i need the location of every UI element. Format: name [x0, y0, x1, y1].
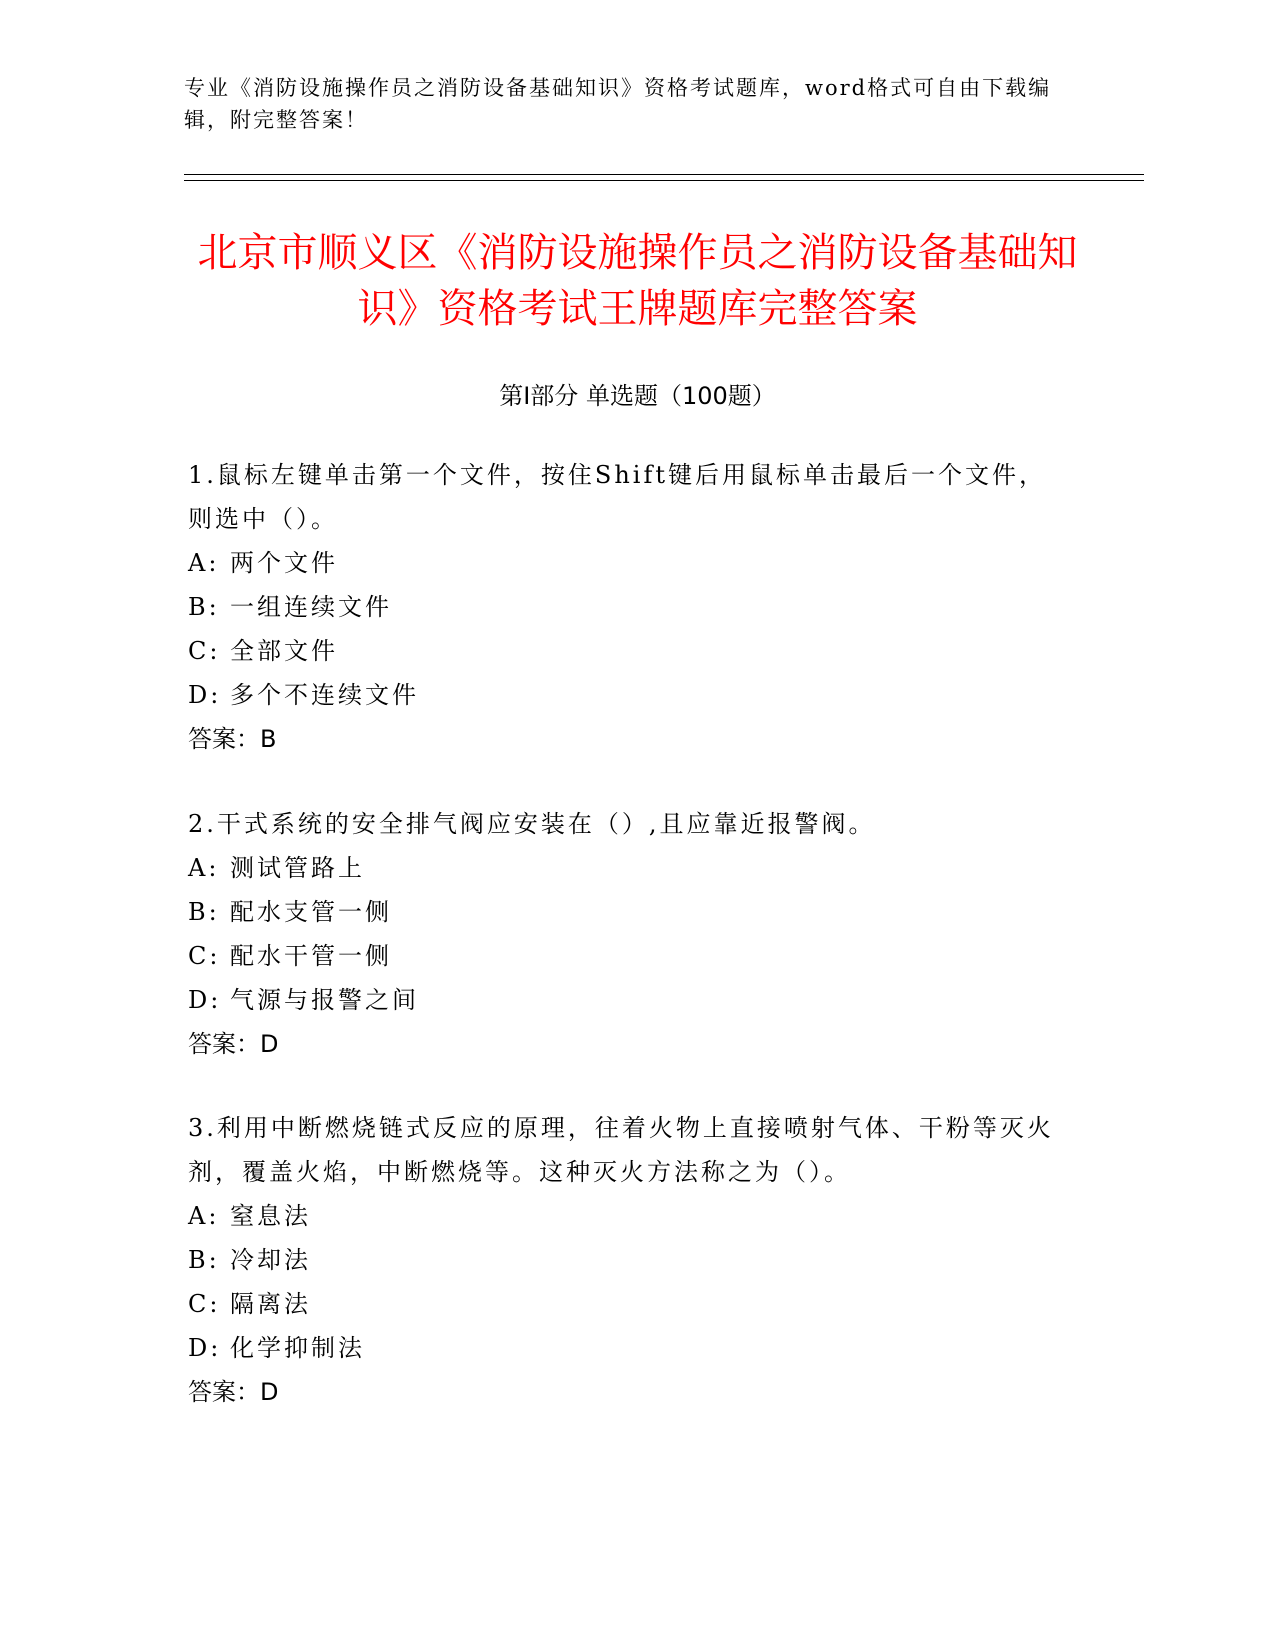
answer-label: 答案：: [188, 725, 260, 753]
answer-option: [188, 1194, 1068, 1238]
answer-option: [188, 1326, 1068, 1370]
option-letter: D:: [188, 681, 222, 709]
option-letter: B:: [188, 593, 220, 621]
question-stem: 2.干式系统的安全排气阀应安装在（）,且应靠近报警阀。: [188, 810, 876, 838]
answer-value: D: [260, 1378, 279, 1406]
option-text: 冷却法: [230, 1246, 311, 1274]
option-letter: A:: [188, 549, 220, 577]
option-letter: B:: [188, 1246, 220, 1274]
section-heading: 第Ⅰ部分 单选题（100题）: [499, 382, 776, 410]
option-letter: C:: [188, 1290, 221, 1318]
option-letter: B:: [188, 898, 220, 926]
answer-line: [188, 1022, 1068, 1066]
answer-option: [188, 585, 1068, 629]
answer-label: 答案：: [188, 1030, 260, 1058]
answer-option: [188, 629, 1068, 673]
header-divider-bottom: [184, 180, 1144, 181]
question-block: [188, 802, 1068, 1066]
question-block: [188, 453, 1068, 761]
question-block: [188, 1106, 1068, 1414]
option-letter: C:: [188, 942, 221, 970]
answer-line: [188, 717, 1068, 761]
option-letter: C:: [188, 637, 221, 665]
answer-option: [188, 541, 1068, 585]
answer-label: 答案：: [188, 1378, 260, 1406]
document-title: 北京市顺义区《消防设施操作员之消防设备基础知识》资格考试王牌题库完整答案: [197, 230, 1078, 332]
answer-option: [188, 978, 1068, 1022]
answer-line: [188, 1370, 1068, 1414]
answer-option: [188, 673, 1068, 717]
option-letter: D:: [188, 986, 222, 1014]
option-letter: A:: [188, 1202, 220, 1230]
answer-option: [188, 1282, 1068, 1326]
option-text: 窒息法: [230, 1202, 311, 1230]
option-letter: A:: [188, 854, 220, 882]
option-text: 化学抑制法: [230, 1334, 365, 1362]
option-text: 一组连续文件: [230, 593, 392, 621]
answer-option: [188, 934, 1068, 978]
option-text: 配水干管一侧: [230, 942, 392, 970]
option-text: 全部文件: [230, 637, 338, 665]
answer-value: B: [260, 725, 277, 753]
option-text: 多个不连续文件: [230, 681, 419, 709]
option-text: 两个文件: [230, 549, 338, 577]
answer-option: [188, 890, 1068, 934]
header-divider-top: [184, 174, 1144, 175]
option-text: 配水支管一侧: [230, 898, 392, 926]
answer-option: [188, 1238, 1068, 1282]
option-text: 隔离法: [230, 1290, 311, 1318]
question-stem: 1.鼠标左键单击第一个文件，按住Shift键后用鼠标单击最后一个文件，则选中（）。: [188, 461, 1046, 533]
option-text: 测试管路上: [230, 854, 365, 882]
header-note: 专业《消防设施操作员之消防设备基础知识》资格考试题库，word格式可自由下载编辑，附完整答案！: [184, 76, 1052, 132]
answer-value: D: [260, 1030, 279, 1058]
option-text: 气源与报警之间: [230, 986, 419, 1014]
answer-option: [188, 846, 1068, 890]
option-letter: D:: [188, 1334, 222, 1362]
question-stem: 3.利用中断燃烧链式反应的原理，往着火物上直接喷射气体、干粉等灭火剂，覆盖火焰，中断燃烧等。这种灭火方法称之为（）。: [188, 1114, 1054, 1186]
